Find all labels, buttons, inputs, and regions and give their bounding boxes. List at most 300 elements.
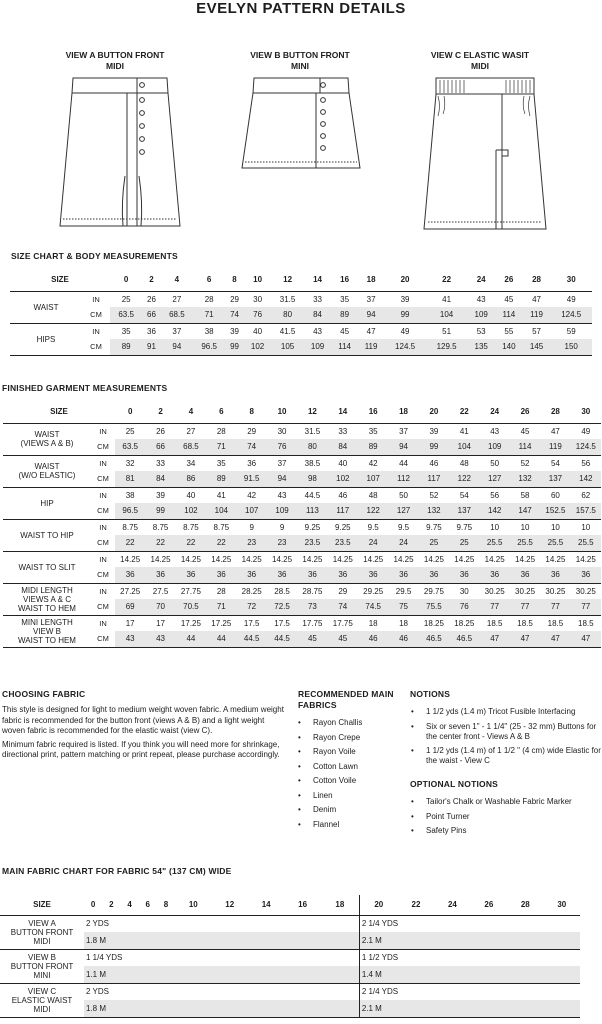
finished-value-cell: 127 [480,471,510,487]
view-b-skirt-sketch [238,76,364,174]
finished-value-cell: 25.5 [480,535,510,551]
finished-value-cell: 66 [145,439,175,455]
finished-data-row [3,535,601,551]
finished-value-cell: 41 [206,487,236,503]
choosing-fabric-paragraph: This style is designed for light to medium weight woven fabric. A medium weight fabric is recommended for the button front (views A & B) and a light weight woven fabric is recommended for the elastic waist (view C). [2,705,284,735]
finished-value-cell: 23 [237,535,267,551]
finished-value-cell: 47 [571,631,601,647]
fabric-chart-title: MAIN FABRIC CHART FOR FABRIC 54" (137 CM) WIDE [2,866,232,876]
finished-value-cell: 18.5 [540,615,570,631]
size-value-cell: 84 [304,307,332,323]
finished-row-label [3,455,91,487]
finished-value-cell: 35 [206,455,236,471]
finished-header-cell: 18 [399,407,409,417]
size-value-cell: 37 [358,291,384,307]
finished-value-cell: 14.25 [115,551,145,567]
finished-value-cell: 42 [358,455,388,471]
size-data-row [10,307,592,323]
finished-header-cell: 22 [459,407,469,417]
finished-row-label-line: (W/O ELASTIC) [18,471,76,480]
fabric-amount-cell: 1.4 M [359,966,580,983]
finished-data-row [3,471,601,487]
size-value-cell: 71 [193,307,225,323]
finished-value-cell: 35 [358,423,388,439]
finished-value-cell: 28.25 [237,583,267,599]
fabric-row-label [0,949,84,983]
fabric-amount-cell: 1 1/2 YDS [359,949,580,966]
finished-value-cell: 30.25 [571,583,601,599]
finished-header-cell: 4 [188,407,194,417]
unit-label: IN [91,519,115,535]
finished-value-cell: 25.5 [510,535,540,551]
finished-value-cell: 14.25 [540,551,570,567]
finished-value-cell: 36 [419,567,449,583]
finished-value-cell: 48 [449,455,479,471]
finished-value-cell: 109 [267,503,297,519]
recommended-fabric-item: • Rayon Crepe [298,733,406,743]
fabric-header-cell: 30 [557,900,567,910]
recommended-list-wrap [298,718,406,834]
fabric-row-label-line: VIEW A [28,918,56,928]
unit-label: CM [91,599,115,615]
size-value-cell: 49 [384,323,426,339]
finished-value-cell: 99 [145,503,175,519]
fabric-amount-cell: 1.8 M [84,932,359,949]
finished-value-cell: 147 [510,503,540,519]
finished-value-cell: 73 [297,599,327,615]
finished-row-label-line: HIP [40,498,54,508]
size-value-cell: 37 [161,323,193,339]
finished-row-label-line: MIDI LENGTH [21,585,73,595]
finished-value-cell: 14.25 [449,551,479,567]
finished-value-cell: 152.5 [540,503,570,519]
finished-data-row [3,455,601,471]
unit-label: IN [91,487,115,503]
finished-data-row [3,487,601,503]
finished-value-cell: 43 [145,631,175,647]
finished-value-cell: 47 [540,423,570,439]
finished-value-cell: 117 [328,503,358,519]
size-value-cell: 104 [426,307,468,323]
finished-value-cell: 38 [115,487,145,503]
finished-value-cell: 27.25 [115,583,145,599]
unit-label: IN [82,291,110,307]
finished-title: FINISHED GARMENT MEASUREMENTS [2,383,168,393]
finished-value-cell: 25 [419,535,449,551]
finished-value-cell: 56 [480,487,510,503]
finished-value-cell: 18.5 [510,615,540,631]
finished-value-cell: 104 [449,439,479,455]
finished-value-cell: 52 [510,455,540,471]
size-value-cell: 109 [467,307,495,323]
finished-value-cell: 36 [237,455,267,471]
finished-value-cell: 39 [145,487,175,503]
finished-row-label-line: VIEW B [32,626,61,636]
view-c-skirt-sketch [420,74,550,236]
finished-value-cell: 30 [449,583,479,599]
finished-value-cell: 27.75 [176,583,206,599]
finished-row-label [3,487,91,519]
size-value-cell: 35 [331,291,357,307]
size-value-cell: 80 [271,307,303,323]
unit-label: CM [91,631,115,647]
finished-header-cell: 12 [307,407,317,417]
finished-value-cell: 74 [237,439,267,455]
fabric-row-label-line: MIDI [33,936,51,946]
finished-value-cell: 44 [388,455,418,471]
finished-value-cell: 104 [206,503,236,519]
unit-label: IN [91,423,115,439]
view-c-label [405,50,555,72]
size-value-cell: 89 [331,307,357,323]
finished-value-cell: 48 [358,487,388,503]
finished-value-cell: 14.25 [297,551,327,567]
finished-value-cell: 137 [449,503,479,519]
finished-value-cell: 77 [510,599,540,615]
finished-value-cell: 14.25 [237,551,267,567]
finished-value-cell: 36 [176,567,206,583]
finished-value-cell: 36 [237,567,267,583]
finished-header-cell: 14 [338,407,348,417]
finished-value-cell: 9.25 [297,519,327,535]
finished-header-cell: 28 [550,407,560,417]
size-value-cell: 135 [467,339,495,355]
fabric-data-row [0,966,580,983]
finished-row-label-line: WAIST TO SLIT [18,562,76,572]
fabric-header-cell: 8 [163,900,169,910]
size-value-cell: 145 [523,339,551,355]
unit-label: CM [91,535,115,551]
finished-value-cell: 14.25 [267,551,297,567]
fabric-data-row [0,915,580,932]
size-value-cell: 40 [244,323,272,339]
size-header-row [10,269,592,291]
finished-header-cell: 20 [429,407,439,417]
fabric-header-cell: 12 [225,900,235,910]
finished-value-cell: 107 [237,503,267,519]
finished-value-cell: 117 [419,471,449,487]
size-value-cell: 91 [142,339,160,355]
size-value-cell: 30 [244,291,272,307]
fabric-row-label-line: BUTTON FRONT [10,961,74,971]
finished-value-cell: 76 [267,439,297,455]
finished-value-cell: 137 [540,471,570,487]
finished-header-cell: 30 [581,407,591,417]
finished-value-cell: 44.5 [267,631,297,647]
size-chart-table [10,269,592,356]
size-value-cell: 39 [384,291,426,307]
size-header-cell: 18 [366,275,376,285]
finished-data-row [3,519,601,535]
finished-value-cell: 9.25 [328,519,358,535]
size-value-cell: 94 [358,307,384,323]
size-value-cell: 55 [495,323,523,339]
unit-label: IN [82,323,110,339]
finished-value-cell: 33 [145,455,175,471]
finished-value-cell: 47 [510,631,540,647]
finished-value-cell: 28 [206,583,236,599]
finished-value-cell: 38.5 [297,455,327,471]
finished-value-cell: 25.5 [571,535,601,551]
finished-data-row [3,567,601,583]
view-a-sub: MIDI [106,61,124,71]
finished-value-cell: 75 [388,599,418,615]
recommended-fabric-item: • Denim [298,805,406,815]
finished-row-label-line: WAIST TO HEM [18,635,76,645]
finished-row-label-line: (VIEWS A & B) [20,439,74,448]
size-header-cell: 6 [206,275,212,285]
finished-value-cell: 49 [571,423,601,439]
finished-value-cell: 36 [388,567,418,583]
view-c-sub: MIDI [471,61,489,71]
size-value-cell: 140 [495,339,523,355]
finished-value-cell: 10 [510,519,540,535]
optional-notion-item: • Tailor's Chalk or Washable Fabric Marker [411,797,591,807]
fabric-header-cell: 10 [188,900,198,910]
size-value-cell: 43 [467,291,495,307]
finished-data-row [3,551,601,567]
finished-value-cell: 17.25 [176,615,206,631]
unit-label: IN [91,455,115,471]
unit-label: IN [91,615,115,631]
view-a-skirt-sketch [55,76,185,234]
fabric-header-cell: 18 [335,900,345,910]
unit-label: CM [91,471,115,487]
size-value-cell: 45 [331,323,357,339]
size-value-cell: 94 [161,339,193,355]
size-value-cell: 27 [161,291,193,307]
finished-value-cell: 44 [206,631,236,647]
finished-value-cell: 29.5 [388,583,418,599]
size-value-cell: 114 [495,307,523,323]
finished-value-cell: 8.75 [145,519,175,535]
finished-value-cell: 29 [328,583,358,599]
finished-value-cell: 70.5 [176,599,206,615]
finished-value-cell: 107 [358,471,388,487]
size-header-cell: 10 [253,275,263,285]
unit-label: CM [91,439,115,455]
fabric-header-cell: 26 [484,900,494,910]
size-value-cell: 109 [304,339,332,355]
finished-value-cell: 23 [267,535,297,551]
size-value-cell: 51 [426,323,468,339]
size-value-cell: 99 [225,339,243,355]
recommended-fabric-item: • Rayon Voile [298,747,406,757]
fabric-row-label-line: MINI [33,970,51,980]
finished-value-cell: 84 [145,471,175,487]
size-header-cell: 0 [123,275,129,285]
finished-row-label [3,615,91,647]
size-value-cell: 57 [523,323,551,339]
finished-value-cell: 10 [571,519,601,535]
fabric-row-label [0,915,84,949]
finished-value-cell: 40 [328,455,358,471]
finished-value-cell: 24 [358,535,388,551]
fabric-amount-cell: 2 YDS [84,915,359,932]
fabric-chart-table [0,895,580,1018]
finished-value-cell: 18.25 [419,615,449,631]
finished-value-cell: 17.5 [267,615,297,631]
finished-value-cell: 142 [480,503,510,519]
finished-header-cell: 26 [520,407,530,417]
finished-value-cell: 36 [449,567,479,583]
choosing-fabric-title: CHOOSING FABRIC [2,689,86,699]
finished-value-cell: 36 [510,567,540,583]
fabric-header-row [0,895,580,915]
finished-value-cell: 10 [480,519,510,535]
fabric-row-label-line: MIDI [33,1004,51,1014]
recommended-title: RECOMMENDED MAIN FABRICS [298,689,394,710]
finished-value-cell: 54 [540,455,570,471]
fabric-amount-cell: 1.1 M [84,966,359,983]
size-value-cell: 43 [304,323,332,339]
size-value-cell: 68.5 [161,307,193,323]
optional-notion-item: • Safety Pins [411,826,591,836]
finished-value-cell: 47 [480,631,510,647]
choosing-fabric-paragraph: Minimum fabric required is listed. If you think you will need more for shrinkage, directional print, pattern matching or print repeat, please purchase accordingly. [2,739,280,759]
finished-value-cell: 46.5 [419,631,449,647]
finished-value-cell: 76 [449,599,479,615]
finished-value-cell: 14.25 [480,551,510,567]
finished-value-cell: 33 [328,423,358,439]
finished-table [3,401,601,648]
finished-value-cell: 25 [449,535,479,551]
finished-row-label [3,551,91,583]
fabric-header-cell: 0 [90,900,96,910]
finished-value-cell: 39 [419,423,449,439]
optional-notion-item: • Point Turner [411,812,591,822]
finished-value-cell: 77 [480,599,510,615]
finished-value-cell: 44.5 [237,631,267,647]
finished-value-cell: 40 [176,487,206,503]
finished-value-cell: 18 [388,615,418,631]
size-value-cell: 114 [331,339,357,355]
fabric-header-cell: 4 [127,900,132,910]
finished-value-cell: 46 [358,631,388,647]
size-value-cell: 105 [271,339,303,355]
finished-value-cell: 122 [358,503,388,519]
size-value-cell: 31.5 [271,291,303,307]
fabric-header-cell: 14 [261,900,271,910]
size-value-cell: 41.5 [271,323,303,339]
finished-header-cell: 10 [277,407,287,417]
finished-header-label: SIZE [50,407,68,417]
finished-data-row [3,599,601,615]
fabric-row-label [0,983,84,1017]
size-header-cell: 22 [442,275,452,285]
finished-value-cell: 46 [328,487,358,503]
unit-label: CM [82,307,110,323]
finished-value-cell: 24 [388,535,418,551]
finished-value-cell: 60 [540,487,570,503]
size-value-cell: 41 [426,291,468,307]
finished-row-label-line: WAIST TO HIP [20,530,74,540]
finished-value-cell: 8.75 [115,519,145,535]
finished-value-cell: 77 [571,599,601,615]
finished-row-label [3,583,91,615]
fabric-header-cell: 2 [109,900,114,910]
finished-row-label-line: VIEWS A & C [22,594,71,604]
recommended-fabric-item: • Rayon Challis [298,718,406,728]
finished-header-cell: 24 [490,407,500,417]
recommended-list [298,718,406,830]
finished-value-cell: 14.25 [206,551,236,567]
size-header-cell: 16 [340,275,350,285]
size-value-cell: 25 [110,291,142,307]
finished-value-cell: 34 [176,455,206,471]
size-value-cell: 74 [225,307,243,323]
view-b-name: VIEW B BUTTON FRONT [250,50,350,60]
finished-value-cell: 69 [115,599,145,615]
fabric-row-label-line: BUTTON FRONT [10,927,74,937]
size-value-cell: 124.5 [384,339,426,355]
finished-value-cell: 30.25 [540,583,570,599]
size-header-cell: 12 [283,275,293,285]
finished-row-label [3,423,91,455]
finished-value-cell: 25 [115,423,145,439]
finished-value-cell: 28.75 [297,583,327,599]
finished-header-row [3,401,601,423]
fabric-header-cell: 6 [145,900,150,910]
finished-value-cell: 102 [328,471,358,487]
finished-value-cell: 43 [480,423,510,439]
fabric-data-row [0,932,580,949]
finished-value-cell: 89 [358,439,388,455]
size-value-cell: 102 [244,339,272,355]
fabric-data-row [0,1000,580,1017]
fabric-amount-cell: 2 1/4 YDS [359,915,580,932]
finished-value-cell: 44 [176,631,206,647]
finished-value-cell: 8.75 [176,519,206,535]
finished-value-cell: 132 [419,503,449,519]
size-value-cell: 26 [142,291,160,307]
size-value-cell: 96.5 [193,339,225,355]
finished-value-cell: 71 [206,439,236,455]
finished-value-cell: 94 [267,471,297,487]
size-data-row [10,339,592,355]
fabric-row-label-line: VIEW B [27,952,56,962]
finished-value-cell: 96.5 [115,503,145,519]
size-value-cell: 39 [225,323,243,339]
view-b-sub: MINI [291,61,309,71]
finished-value-cell: 36 [297,567,327,583]
fabric-header-cell: 28 [520,900,530,910]
size-value-cell: 129.5 [426,339,468,355]
fabric-header-cell: 16 [298,900,308,910]
notions-title: NOTIONS [410,689,451,699]
finished-header-cell: 8 [249,407,254,417]
finished-row-label-line: MINI LENGTH [21,617,73,627]
size-value-cell: 29 [225,291,243,307]
notion-item: • Six or seven 1" - 1 1/4" (25 - 32 mm) Buttons for the center front - Views A & B [411,722,601,742]
fabric-row-label-line: ELASTIC WAIST [11,995,73,1005]
unit-label: CM [82,339,110,355]
optional-notions-list [411,797,591,836]
fabric-data-row [0,949,580,966]
finished-value-cell: 36 [540,567,570,583]
finished-data-row [3,583,601,599]
view-c-name: VIEW C ELASTIC WASIT [430,50,530,60]
size-value-cell: 35 [110,323,142,339]
finished-value-cell: 122 [449,471,479,487]
finished-value-cell: 36 [358,567,388,583]
finished-header-cell: 16 [368,407,378,417]
size-header-cell: 2 [149,275,154,285]
size-value-cell: 38 [193,323,225,339]
finished-value-cell: 81 [115,471,145,487]
size-header-label: SIZE [51,275,69,285]
size-value-cell: 66 [142,307,160,323]
